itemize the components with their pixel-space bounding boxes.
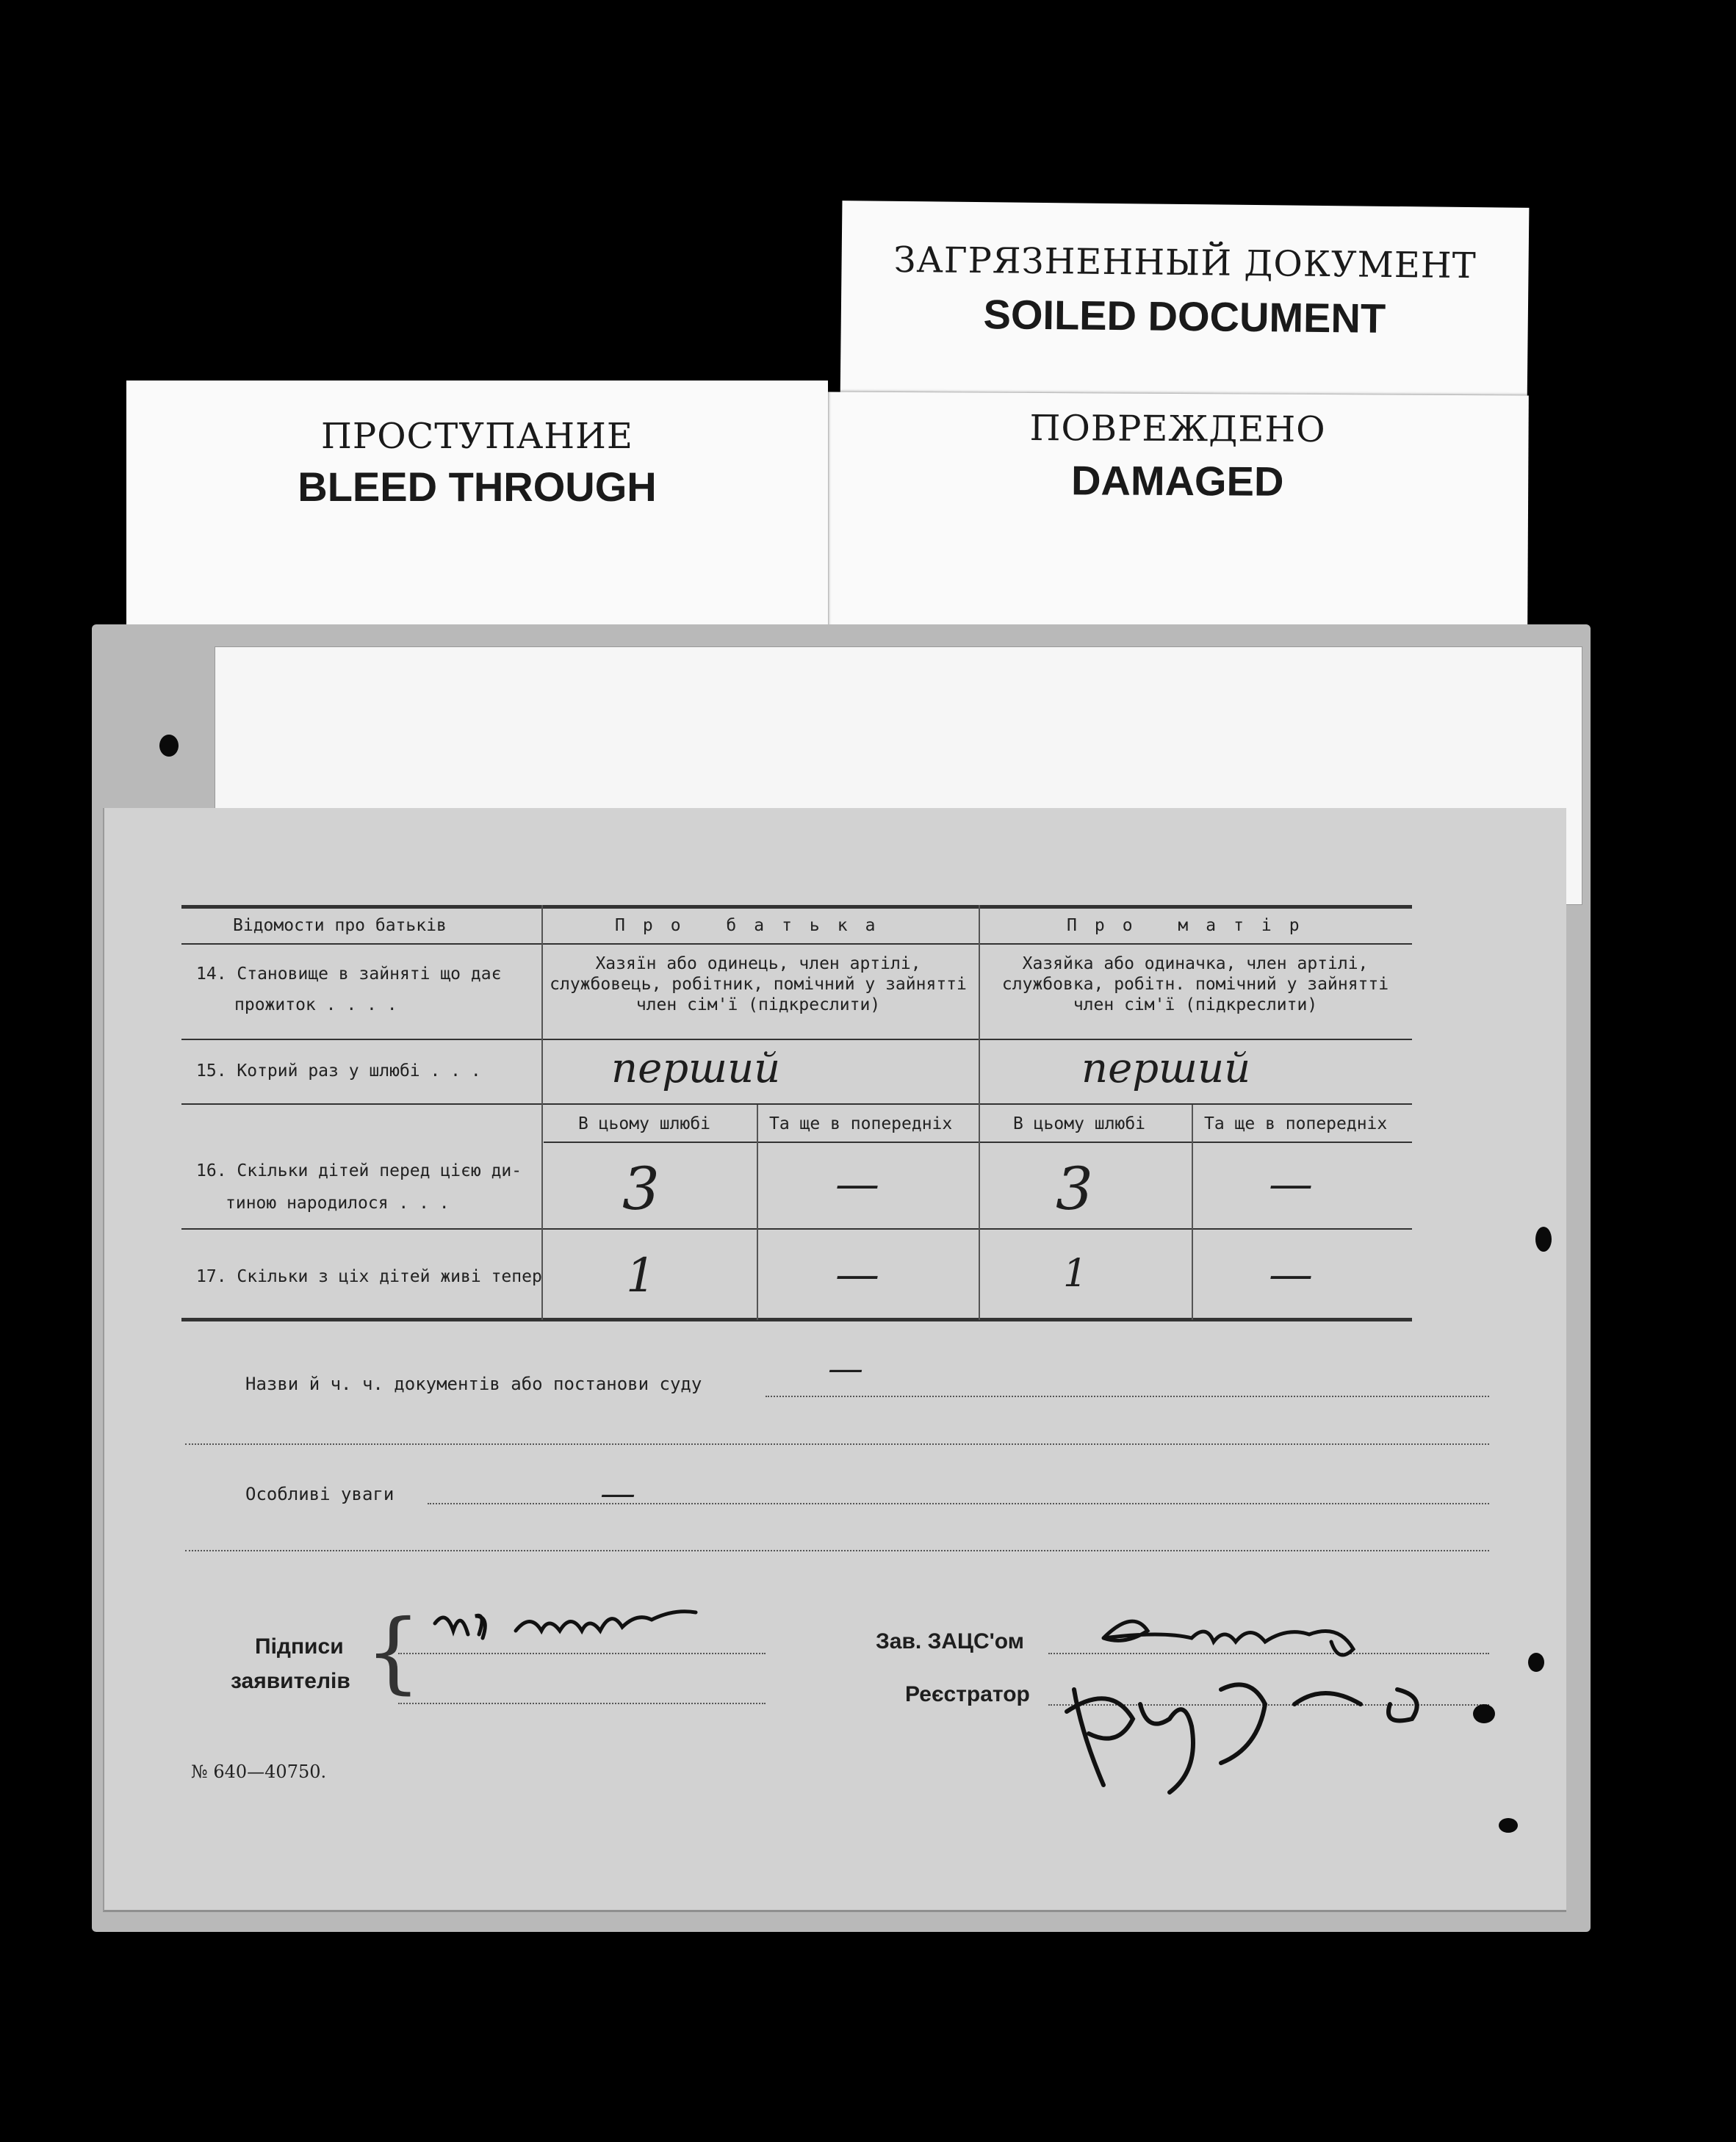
- row15-mother-handwritten: перший: [1081, 1045, 1251, 1092]
- subheader-mother-prev: Та ще в попередніх: [1204, 1114, 1388, 1133]
- signatures-label-a: Підписи: [255, 1634, 344, 1659]
- soiled-card-en-text: SOILED DOCUMENT: [983, 291, 1386, 342]
- registrar-signature: [1052, 1660, 1471, 1814]
- row14-mother-options: Хазяйка або одиначка, член артілі, службовка, робітн. помічний у зайнятті член сім'ї (підкреслити): [1001, 954, 1389, 1014]
- damaged-card-ru-text: ПОВРЕЖДЕНО: [1029, 407, 1326, 451]
- row16-mother-this: 3: [1056, 1155, 1093, 1223]
- punch-hole: [1528, 1653, 1544, 1672]
- notes-value: —: [600, 1473, 635, 1514]
- zags-head-label: Зав. ЗАЦС'ом: [876, 1629, 1024, 1654]
- damaged-card: [826, 392, 1529, 631]
- soiled-document-card: [840, 201, 1530, 410]
- row15-father-handwritten: перший: [611, 1045, 781, 1092]
- punch-hole: [1535, 1227, 1552, 1252]
- zags-head-signature: [1089, 1601, 1485, 1667]
- form-number: № 640—40750.: [191, 1761, 327, 1782]
- bleed-card-ru-text: ПРОСТУПАНИЕ: [321, 416, 633, 457]
- row14-label-a: 14. Становище в зайняті що дає: [196, 964, 502, 984]
- documents-label: Назви й ч. ч. документів або постанови суду: [245, 1374, 702, 1394]
- row16-father-this: 3: [622, 1155, 660, 1223]
- row16-mother-prev: —: [1269, 1158, 1313, 1210]
- row14-father-options: Хазяїн або одинець, член артілі, службовець, робітник, помічний у зайнятті член сім'ї (підкреслити): [550, 954, 967, 1014]
- bleed-card-en-text: BLEED THROUGH: [298, 464, 657, 510]
- applicant-signature: [428, 1601, 766, 1660]
- soiled-card-ru-text: ЗАГРЯЗНЕННЫЙ ДОКУМЕНТ: [893, 239, 1477, 287]
- birth-registration-form: Відомости про батьків Про батька Про матір 14. Становище в зайняті що дає прожиток . . . . Хазяїн або одинець, член артілі, службовець, робітник, помічний у зайнятті член сім'ї (підкреслити) Хазяйка або одиначка, член артілі, службовка, робітн. помічний у зайнятті член сім'ї (підкреслити) 15. Котрий раз у шлюбі . . . перший перший В цьому шлюбі Та ще в попередніх В цьому шлюбі Та ще в попередніх 16. Скільки дітей перед цією ди- тиною народилося . . . 3 — 3 — 17. Скільки з ціх дітей живі тепер 1 — 1 — Назви й ч. ч. документів або постанови суду — Особливі уваги — Підписи заявителів { Зав. ЗАЦС'ом Реєстратор № 640—40750.: [103, 808, 1566, 1912]
- punch-hole: [1499, 1818, 1518, 1833]
- registrar-label: Реєстратор: [905, 1682, 1030, 1706]
- documents-value: —: [828, 1348, 863, 1389]
- row14-label-b: прожиток . . . .: [234, 995, 397, 1014]
- bleed-through-card: [126, 381, 828, 638]
- header-mother: Про матір: [1067, 916, 1317, 935]
- subheader-father-this: В цьому шлюбі: [578, 1114, 711, 1133]
- row16-label-b: тиною народилося . . .: [226, 1194, 450, 1213]
- row17-mother-this: 1: [1063, 1252, 1088, 1296]
- notes-label: Особливі уваги: [245, 1484, 395, 1504]
- subheader-mother-this: В цьому шлюбі: [1013, 1114, 1146, 1133]
- row16-label-a: 16. Скільки дітей перед цією ди-: [196, 1161, 522, 1180]
- row15-label: 15. Котрий раз у шлюбі . . .: [196, 1061, 481, 1081]
- punch-hole: [159, 735, 179, 757]
- row17-label: 17. Скільки з ціх дітей живі тепер: [196, 1267, 542, 1286]
- subheader-father-prev: Та ще в попередніх: [769, 1114, 953, 1133]
- damaged-card-en-text: DAMAGED: [1070, 457, 1284, 505]
- header-father: Про батька: [615, 916, 893, 935]
- punch-hole: [1473, 1704, 1495, 1723]
- row17-mother-prev: —: [1269, 1249, 1313, 1300]
- row17-father-this: 1: [626, 1249, 656, 1303]
- signatures-label-b: заявителів: [231, 1669, 350, 1693]
- row17-father-prev: —: [835, 1249, 879, 1300]
- row16-father-prev: —: [835, 1158, 879, 1210]
- header-label: Відомости про батьків: [233, 916, 447, 935]
